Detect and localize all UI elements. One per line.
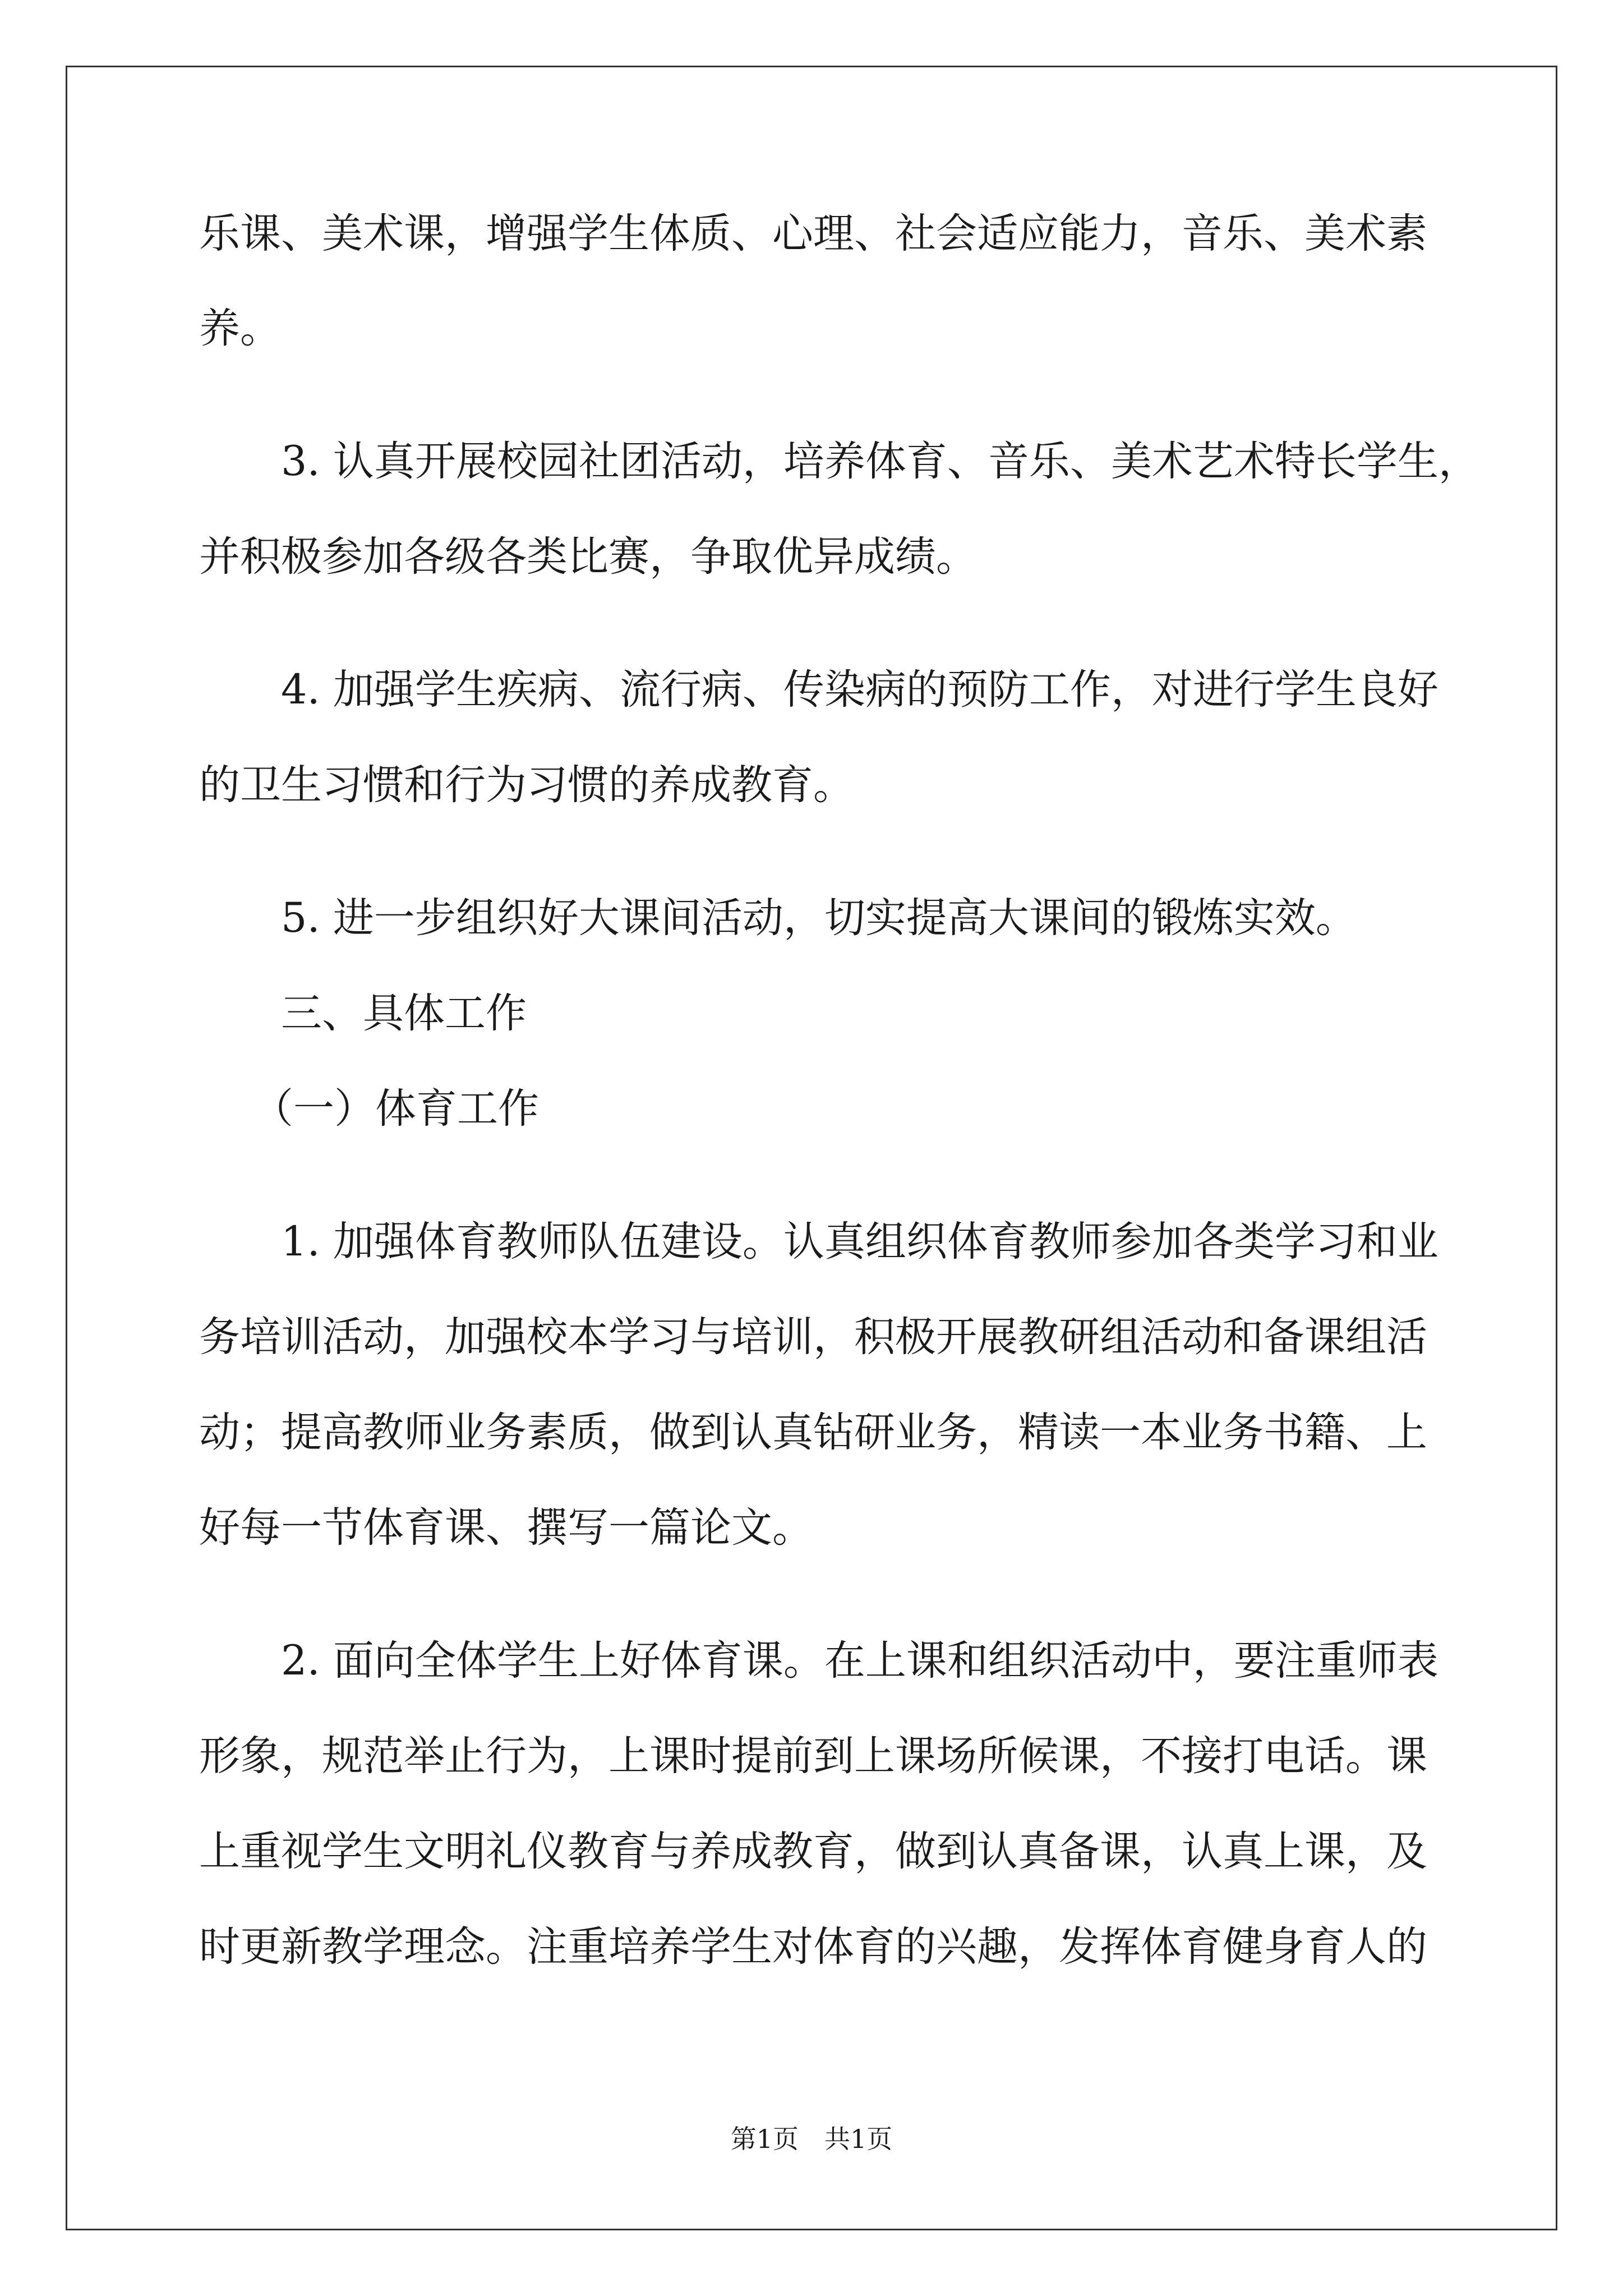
text-line: 5. 进一步组织好大课间活动，切实提高大课间的锻炼实效。 — [281, 894, 1357, 942]
page-number: 第1页 共1页 — [730, 2124, 893, 2154]
text-line: 2. 面向全体学生上好体育课。在上课和组织活动中，要注重师表 — [281, 1637, 1438, 1685]
text-line: 3. 认真开展校园社团活动，培养体育、音乐、美术艺术特长学生， — [281, 438, 1479, 485]
page-border — [66, 66, 1557, 2230]
text-line: 形象，规范举止行为，上课时提前到上课场所候课，不接打电话。课 — [199, 1732, 1427, 1780]
text-line: 并积极参加各级各类比赛，争取优异成绩。 — [199, 533, 977, 581]
text-line: 动；提高教师业务素质，做到认真钻研业务，精读一本业务书籍、上 — [199, 1409, 1427, 1456]
text-line: 的卫生习惯和行为习惯的养成教育。 — [199, 761, 854, 809]
text-line: 4. 加强学生疾病、流行病、传染病的预防工作，对进行学生良好 — [281, 666, 1438, 714]
text-line: 务培训活动，加强校本学习与培训，积极开展教研组活动和备课组活 — [199, 1313, 1427, 1361]
section-heading: 三、具体工作 — [281, 990, 527, 1037]
text-line: 乐课、美术课，增强学生体质、心理、社会适应能力，音乐、美术素 — [199, 210, 1427, 257]
text-line: 养。 — [199, 305, 281, 352]
text-line: 好每一节体育课、撰写一篇论文。 — [199, 1504, 813, 1552]
subsection-heading: （一）体育工作 — [252, 1085, 539, 1133]
text-line: 上重视学生文明礼仪教育与养成教育，做到认真备课，认真上课，及 — [199, 1828, 1427, 1875]
text-line: 时更新教学理念。注重培养学生对体育的兴趣，发挥体育健身育人的 — [199, 1923, 1427, 1971]
text-line: 1. 加强体育教师队伍建设。认真组织体育教师参加各类学习和业 — [281, 1218, 1438, 1266]
